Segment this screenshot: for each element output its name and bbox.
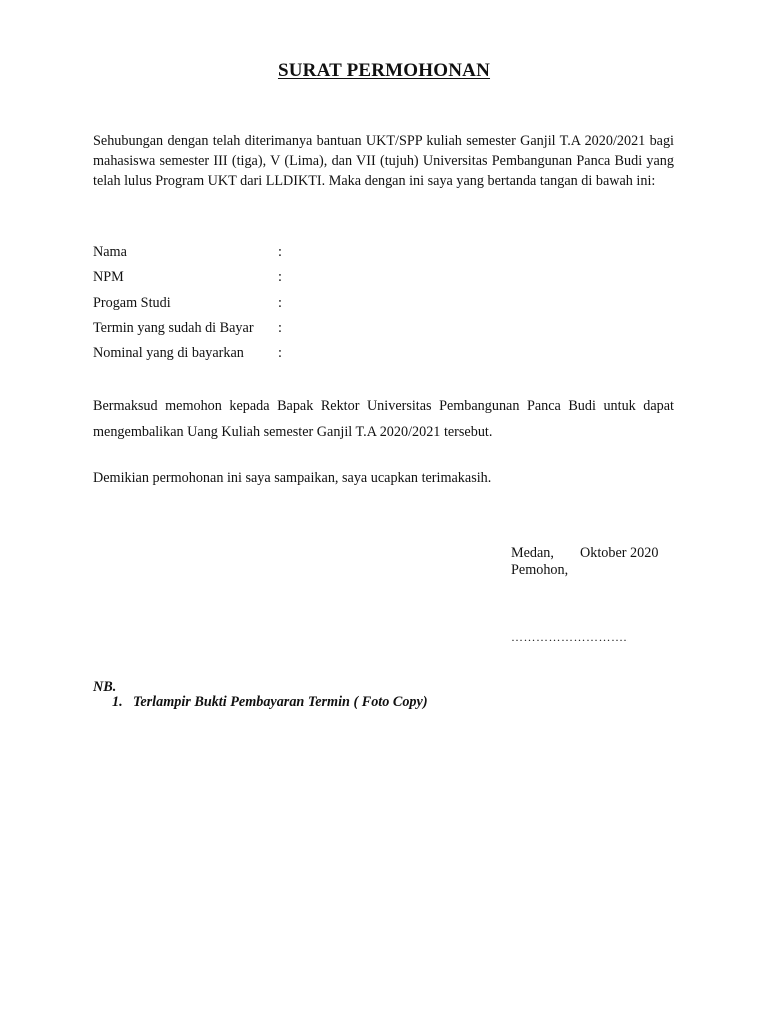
field-label: Progam Studi bbox=[93, 294, 171, 311]
closing-paragraph: Demikian permohonan ini saya sampaikan, saya ucapkan terimakasih. bbox=[93, 470, 492, 486]
request-paragraph: Bermaksud memohon kepada Bapak Rektor Universitas Pembangunan Panca Budi untuk dapat mengembalikan Uang Kuliah semester Ganjil T.A 2020/2021 tersebut. bbox=[93, 398, 674, 440]
letter-title: SURAT PERMOHONAN bbox=[277, 60, 491, 81]
field-row-program-studi bbox=[93, 292, 493, 317]
note-label: NB. bbox=[93, 679, 117, 695]
signature-block bbox=[511, 545, 686, 579]
field-colon: : bbox=[278, 269, 282, 286]
place-date bbox=[511, 545, 686, 562]
signature-date: Oktober 2020 bbox=[580, 545, 659, 561]
note-list-item bbox=[112, 694, 428, 711]
field-label: NPM bbox=[93, 269, 124, 286]
field-row-nama bbox=[93, 241, 493, 266]
intro-paragraph: Sehubungan dengan telah diterimanya bantuan UKT/SPP kuliah semester Ganjil T.A 2020/2021 bagi mahasiswa semester III (tiga), V (Lima), dan VII (tujuh) Universitas Pembangunan Panca Budi yang telah lulus Program UKT dari LLDIKTI. Maka dengan ini saya yang bertanda tangan di bawah ini: bbox=[93, 133, 674, 189]
applicant-fields bbox=[93, 241, 493, 367]
note-item-text: Terlampir Bukti Pembayaran Termin ( Foto Copy) bbox=[133, 694, 428, 710]
field-colon: : bbox=[278, 244, 282, 260]
signature-place: Medan, bbox=[511, 545, 554, 561]
field-label: Nama bbox=[93, 244, 127, 260]
field-row-nominal bbox=[93, 342, 493, 367]
field-colon: : bbox=[278, 294, 282, 311]
field-colon: : bbox=[278, 319, 282, 336]
field-colon: : bbox=[278, 345, 282, 362]
field-row-npm bbox=[93, 266, 493, 291]
note-item-number: 1. bbox=[112, 694, 123, 710]
field-row-termin bbox=[93, 317, 493, 342]
signature-line: ………………………. bbox=[511, 630, 627, 644]
field-label: Nominal yang di bayarkan bbox=[93, 345, 244, 362]
signature-role: Pemohon, bbox=[511, 562, 569, 578]
field-label: Termin yang sudah di Bayar bbox=[93, 319, 254, 336]
